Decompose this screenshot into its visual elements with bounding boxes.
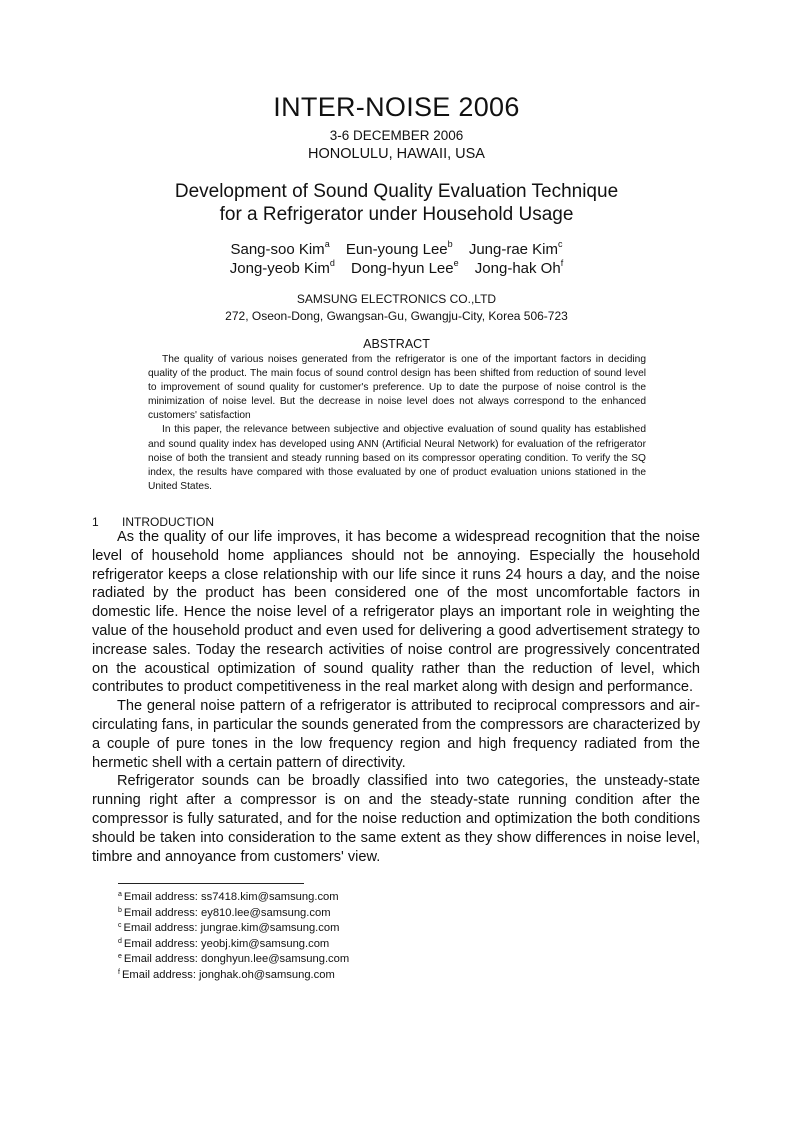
- author: [475, 260, 563, 277]
- conference-location: HONOLULU, HAWAII, USA: [308, 146, 485, 162]
- footnote-text: Email address: jonghak.oh@samsung.com: [121, 968, 335, 981]
- footnote: [118, 906, 349, 922]
- footnote: [118, 968, 349, 984]
- footnote-marker: c: [118, 922, 122, 930]
- author-name: Sang-soo Kim: [230, 241, 325, 258]
- abstract-heading: ABSTRACT: [363, 337, 430, 351]
- footnote: [118, 890, 349, 906]
- footnote-marker: b: [118, 906, 122, 914]
- author-marker: c: [558, 239, 563, 249]
- abstract-body: [148, 353, 646, 494]
- section-number: 1: [92, 515, 99, 529]
- footnote: [118, 952, 349, 968]
- author-name: Jung-rae Kim: [468, 241, 559, 258]
- footnote-marker: e: [118, 953, 122, 961]
- author-row: [0, 259, 793, 278]
- conference-title: INTER-NOISE 2006: [273, 92, 520, 122]
- author-marker: b: [447, 239, 453, 249]
- author: [346, 241, 453, 258]
- section-heading: [92, 515, 214, 529]
- footnote-marker: d: [118, 937, 122, 945]
- author-marker: f: [560, 258, 564, 268]
- paper-title: [0, 180, 793, 226]
- footnote: [118, 921, 349, 937]
- author-name: Eun-young Lee: [345, 241, 448, 258]
- footnote-text: Email address: ss7418.kim@samsung.com: [123, 891, 339, 903]
- abstract-paragraph: The quality of various noises generated from the refrigerator is one of the important factors in deciding quality of the product. The main focus of sound control design has been shifted from reduction of sound level to improvement of sound quality for customer's preference. Up to date the purpose of noise control is the minimization of noise level. But the decrease in noise level does not always correspond to the enhanced customers' satisfaction: [148, 354, 646, 422]
- footnote-marker: a: [118, 891, 122, 898]
- author-name: Jong-hak Oh: [474, 260, 561, 277]
- section-title: INTRODUCTION: [122, 515, 214, 529]
- footnote-text: Email address: ey810.lee@samsung.com: [123, 906, 331, 919]
- paper-title-line: for a Refrigerator under Household Usage: [219, 204, 574, 225]
- footnote-divider: [118, 883, 304, 884]
- body-paragraph: The general noise pattern of a refrigerator is attributed to reciprocal compressors and air-circulating fans, in particular the sounds generated from the compressors are characterized by a couple of pure tones in the low frequency region and high frequency radiated from the hermetic shell with a certain pattern of directivity.: [92, 698, 700, 771]
- footnote-text: Email address: donghyun.lee@samsung.com: [123, 953, 350, 966]
- footnote-text: Email address: jungrae.kim@samsung.com: [123, 922, 340, 935]
- author: [230, 260, 335, 277]
- footnote-marker: f: [118, 968, 120, 976]
- author-marker: e: [453, 258, 459, 268]
- affiliation-company: SAMSUNG ELECTRONICS CO.,LTD: [296, 292, 497, 306]
- author-name: Jong-yeob Kim: [229, 260, 330, 277]
- author-row: [0, 240, 793, 259]
- author-name: Dong-hyun Lee: [351, 260, 454, 277]
- body-paragraph: Refrigerator sounds can be broadly classified into two categories, the unsteady-state running right after a compressor is on and the steady-state running condition after the compressor is fully saturated, and for the noise reduction and optimization the both conditions should be taken into consideration to the same extent as they show differences in noise level, timbre and annoyance from customers' view.: [92, 773, 700, 865]
- author: [230, 241, 329, 258]
- author-list: [0, 240, 793, 278]
- author-marker: a: [324, 239, 330, 249]
- author: [469, 241, 563, 258]
- affiliation-address: 272, Oseon-Dong, Gwangsan-Gu, Gwangju-City, Korea 506-723: [225, 309, 568, 323]
- conference-date: 3-6 DECEMBER 2006: [329, 128, 464, 143]
- footnote-text: Email address: yeobj.kim@samsung.com: [123, 937, 330, 950]
- paper-title-line: Development of Sound Quality Evaluation Technique: [174, 181, 619, 202]
- author: [351, 260, 459, 277]
- section-body: [92, 528, 700, 866]
- abstract-paragraph: In this paper, the relevance between subjective and objective evaluation of sound quality has established and sound quality index has developed using ANN (Artificial Neural Network) for evaluation of the refrigerator noise of both the transient and steady running based on its compressor operating condition. To verify the SQ index, the results have compared with those evaluated by one of product evaluation unions stationed in the United States.: [148, 424, 646, 492]
- footnote-list: [118, 890, 349, 984]
- author-marker: d: [329, 258, 335, 268]
- body-paragraph: As the quality of our life improves, it has become a widespread recognition that the noise level of household home appliances should not be annoying. Especially the household refrigerator keeps a close relationship with our life since it runs 24 hours a day, and the noise radiated by the product has been considered one of the most uncomfortable factors in domestic life. Hence the noise level of a refrigerator plays an important role in weighting the value of the household product and even used for delivering a good advertisement strategy to increase sales. Today the research activities of noise control are progressively concentrated on the acoustical optimization of sound quality rather than the reduction of level, which contributes to product competitiveness in the real market along with design and performance.: [92, 529, 700, 696]
- footnote: [118, 937, 349, 953]
